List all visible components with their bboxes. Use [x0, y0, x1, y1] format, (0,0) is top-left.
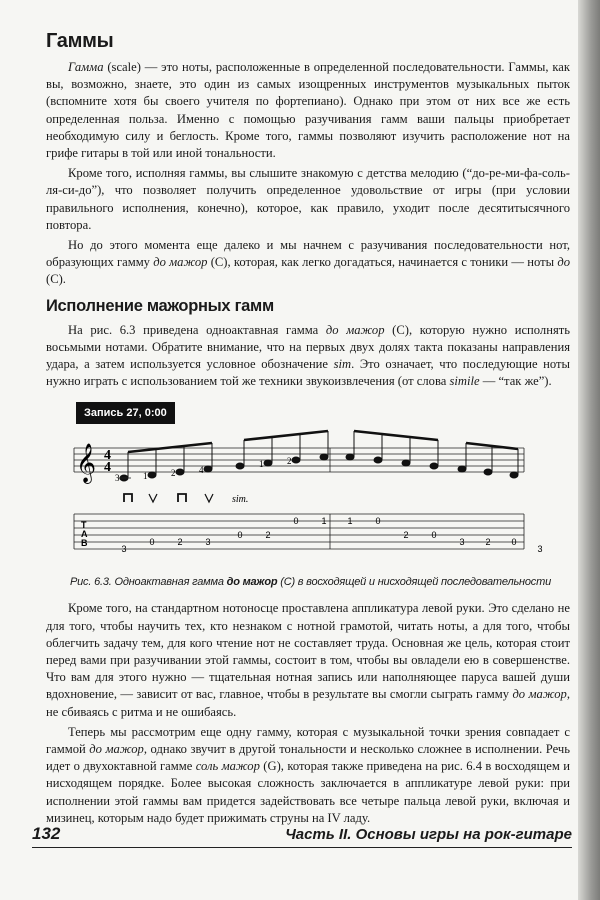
- tab-number: 0: [237, 530, 243, 541]
- footer-rule: [32, 847, 572, 848]
- tab-number: 0: [375, 516, 381, 527]
- tab-number: 1: [347, 516, 353, 527]
- time-sig-top: 4: [104, 448, 111, 464]
- note-heads: [120, 431, 518, 481]
- tab-clef: [81, 520, 88, 548]
- section-heading-major-scales: Исполнение мажорных гамм: [46, 296, 274, 315]
- tab-number: 2: [485, 537, 491, 548]
- page-number: 132: [32, 824, 61, 843]
- tab-number: 2: [265, 530, 271, 541]
- section-heading-scales: Гаммы: [46, 30, 114, 52]
- tab-number: 3: [121, 544, 127, 555]
- up-stroke-icon: [205, 494, 213, 502]
- tab-number: 2: [403, 530, 409, 541]
- stroke-marks: [124, 494, 213, 502]
- tab-letter-t: T: [81, 520, 87, 531]
- paragraph-melody: Кроме того, исполняя гаммы, вы слышите знакомую с детства мелодию (“до-ре-ми-фа-соль-ля-си-до”), что позволяет получить определенное удовольствие от игры (при условии правильного исполнения, конечно), которое, как правило, уходит после десятитысячного повтора.: [46, 166, 570, 232]
- down-stroke-icon: [124, 494, 132, 502]
- paragraph-fingering: Кроме того, на стандартном нотоносце проставлена аппликатура левой руки. Это сделано не для того, чтобы научить тех, кто незнаком с нотной грамотой, читать ноты, а для того, чтобы облегчить задачу тем, для кого чтение нот не составляет труда. Основная же цель, которая стоит перед вами при разучивании этой гаммы, состоит в том, чтобы вы овладели ею в совершенстве. Что вам для этого нужно — тщательная нотная запись или наполняющее парусa вашей души вдохновение, — зависит от вас, главное, чтобы в результате вы смогли сыграть гамму до мажор, не сбиваясь с ритма и не ошибаясь.: [46, 601, 570, 719]
- tab-number: 0: [149, 537, 155, 548]
- paragraph-figure-intro: На рис. 6.3 приведена одноактавная гамма до мажор (C), которую нужно исполнять восьмыми нотами. Обратите внимание, что на первых двух долях такта показаны направления удара, а затем используется условное обозначение sim. Это означает, что последующие ноты нужно играть с использованием той же техники звукоизвлечения (от слова simile — “так же”).: [46, 322, 570, 389]
- fingering-4: 4: [199, 465, 204, 476]
- page-content: [46, 24, 570, 830]
- time-sig-bottom: 4: [104, 460, 111, 476]
- sim-marking: sim.: [232, 494, 249, 506]
- paragraph-g-major: Теперь мы рассмотрим еще одну гамму, которая с музыкальной точки зрения совпадает с гаммой до мажор, однако звучит в другой тональности и несколько сложнее в исполнении. Речь идет о двухоктавной гамме соль мажор (G), которая также приведена на рис. 6.4 в восходящем и нисходящем порядке. Более высокая сложность заключается в аппликатуре левой руки: при исполнении этой гаммы вам придется задействовать все четыре пальца левой руки, включая и мизинец, которым надо будет прижимать струны на IV ладу.: [46, 724, 570, 825]
- tab-number: 3: [459, 537, 465, 548]
- down-stroke-icon: [178, 494, 186, 502]
- page-footer: [32, 824, 572, 846]
- book-spine-shadow: [578, 0, 600, 900]
- figure-caption: Рис. 6.3. Одноактавная гамма до мажор (C) в восходящей и нисходящей последовательности: [70, 576, 551, 589]
- tab-lines: [74, 514, 524, 549]
- tab-number: 3: [205, 537, 211, 548]
- fingering-2: 1: [143, 471, 148, 482]
- up-stroke-icon: [149, 494, 157, 502]
- notation-tab-figure: [74, 418, 543, 568]
- paragraph-scales-intro: Гамма (scale) — это ноты, расположенные в определенной последовательности. Гаммы, как вы, возможно, знаете, это один из самых изощренных инструментов музыкальных пыток (вспомните хотя бы своего учителя по фортепиано). Однако при этом от них все же есть определенная польза. Именно с помощью разучивания гамм ваши пальцы приобретает необходимую силу и беглость. Кроме того, гаммы позволяют изучить расположение нот на грифе гитары в той или иной тональности.: [46, 60, 570, 161]
- tab-number: 0: [431, 530, 437, 541]
- tab-letter-a: A: [81, 529, 88, 540]
- recording-badge: Запись 27, 0:00: [76, 402, 175, 424]
- fingering-1: 3: [115, 473, 120, 484]
- figure-6-3: [46, 400, 570, 570]
- paragraph-c-major-start: Но до этого момента еще далеко и мы начнем с разучивания последовательности нот, образующих гамму до мажор (C), которая, как легко догадаться, начинается с тоники — ноты до (C).: [46, 238, 570, 287]
- fingering-6: 2: [287, 456, 292, 467]
- fingering-5: 1: [259, 459, 264, 470]
- treble-clef-icon: 𝄞: [76, 443, 97, 484]
- running-title: Часть II. Основы игры на рок-гитаре: [285, 826, 572, 843]
- tab-number: 0: [511, 537, 517, 548]
- term-scale: Гамма: [68, 60, 104, 74]
- tab-number: 0: [293, 516, 299, 527]
- tab-number: 3: [537, 544, 543, 555]
- tab-number: 1: [321, 516, 327, 527]
- tab-number: 2: [177, 537, 183, 548]
- tab-letter-b: B: [81, 538, 88, 549]
- beams: [128, 431, 518, 452]
- fingering-3: 2: [171, 468, 176, 479]
